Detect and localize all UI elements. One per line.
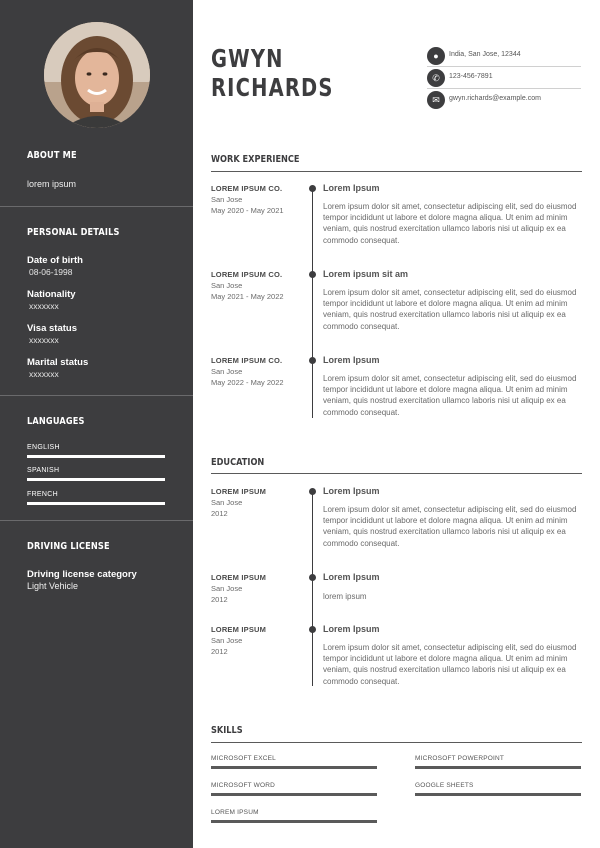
contact-email <box>427 89 581 111</box>
work-location: San Jose <box>211 195 243 204</box>
about-heading: ABOUT ME <box>27 150 77 161</box>
contact-address <box>427 45 581 67</box>
sidebar-divider <box>0 206 193 207</box>
education-description: Lorem ipsum dolor sit amet, consectetur adipiscing elit, sed do eiusmod tempor incididunt ut labore et dolore magna aliqua. Ut enim ad minim veniam, quis nostrud exercitation ullamco laboris nisi ut aliquip ex ea commodo consequat. <box>323 643 577 686</box>
work-dates: May 2022 - May 2022 <box>211 378 284 387</box>
work-location: San Jose <box>211 281 243 290</box>
nationality-value: xxxxxxx <box>29 301 59 311</box>
personal-details-heading: PERSONAL DETAILS <box>27 227 120 238</box>
work-timeline <box>312 188 313 418</box>
education-heading: EDUCATION <box>211 457 265 468</box>
education-school: LOREM IPSUM <box>211 573 267 582</box>
education-title: Lorem Ipsum <box>323 624 380 634</box>
marital-status-label: Marital status <box>27 357 89 368</box>
dob-value: 08-06-1998 <box>29 267 73 277</box>
visa-status-value: xxxxxxx <box>29 335 59 345</box>
education-timeline <box>312 490 313 686</box>
envelope-icon: ✉ <box>427 91 445 109</box>
contact-email-text: gwyn.richards@example.com <box>449 95 541 102</box>
education-school: LOREM IPSUM <box>211 487 267 496</box>
work-title: Lorem ipsum sit am <box>323 269 409 279</box>
work-description: Lorem ipsum dolor sit amet, consectetur adipiscing elit, sed do eiusmod tempor incididunt ut labore et dolore magna aliqua. Ut enim ad minim veniam, quis nostrud exercitation ullamco laboris nisi ut aliquip ex ea commodo consequat. <box>323 202 577 245</box>
language-french-bar <box>27 502 165 505</box>
marital-status-value: xxxxxxx <box>29 369 59 379</box>
education-location: San Jose <box>211 498 243 507</box>
education-description: Lorem ipsum dolor sit amet, consectetur adipiscing elit, sed do eiusmod tempor incididunt ut labore et dolore magna aliqua. Ut enim ad minim veniam, quis nostrud exercitation ullamco laboris nisi ut aliquip ex ea commodo consequat. <box>323 505 577 548</box>
work-dates: May 2021 - May 2022 <box>211 292 284 301</box>
timeline-dot <box>309 271 316 278</box>
skill-label: MICROSOFT EXCEL <box>211 755 277 762</box>
about-text: lorem ipsum <box>27 179 77 189</box>
work-experience-heading: WORK EXPERIENCE <box>211 154 300 165</box>
work-location: San Jose <box>211 367 243 376</box>
skill-label: LOREM IPSUM <box>211 809 259 816</box>
timeline-dot <box>309 574 316 581</box>
contact-phone <box>427 67 581 89</box>
nationality-label: Nationality <box>27 289 76 300</box>
skill-label: MICROSOFT WORD <box>211 782 276 789</box>
timeline-dot <box>309 626 316 633</box>
language-english-bar <box>27 455 165 458</box>
education-title: Lorem Ipsum <box>323 486 380 496</box>
sidebar-divider <box>0 520 193 521</box>
timeline-dot <box>309 488 316 495</box>
education-description: lorem ipsum <box>323 592 367 601</box>
work-org: LOREM IPSUM CO. <box>211 184 283 193</box>
sidebar <box>0 0 193 848</box>
education-year: 2012 <box>211 595 228 604</box>
visa-status-label: Visa status <box>27 323 77 334</box>
location-pin-icon: ● <box>427 47 445 65</box>
work-org: LOREM IPSUM CO. <box>211 356 283 365</box>
timeline-dot <box>309 185 316 192</box>
skill-bar <box>415 766 581 769</box>
work-description: Lorem ipsum dolor sit amet, consectetur adipiscing elit, sed do eiusmod tempor incididunt ut labore et dolore magna aliqua. Ut enim ad minim veniam, quis nostrud exercitation ullamco laboris nisi ut aliquip ex ea commodo consequat. <box>323 374 577 417</box>
driving-license-value: Light Vehicle <box>27 581 79 591</box>
section-divider <box>211 473 582 474</box>
skill-label: GOOGLE SHEETS <box>415 782 474 789</box>
person-photo-icon <box>44 22 150 128</box>
candidate-name <box>211 44 334 102</box>
language-spanish-bar <box>27 478 165 481</box>
driving-license-label: Driving license category <box>27 569 137 580</box>
language-english-label: ENGLISH <box>27 444 60 451</box>
skill-bar <box>211 793 377 796</box>
work-description: Lorem ipsum dolor sit amet, consectetur adipiscing elit, sed do eiusmod tempor incididunt ut labore et dolore magna aliqua. Ut enim ad minim veniam, quis nostrud exercitation ullamco laboris nisi ut aliquip ex ea commodo consequat. <box>323 288 577 331</box>
skill-bar <box>211 820 377 823</box>
phone-icon: ✆ <box>427 69 445 87</box>
contact-phone-text: 123-456-7891 <box>449 73 493 80</box>
education-location: San Jose <box>211 636 243 645</box>
sidebar-divider <box>0 395 193 396</box>
skills-heading: SKILLS <box>211 725 243 736</box>
first-name: GWYN <box>211 44 284 73</box>
languages-heading: LANGUAGES <box>27 416 85 427</box>
education-location: San Jose <box>211 584 243 593</box>
work-title: Lorem Ipsum <box>323 355 380 365</box>
skill-label: MICROSOFT POWERPOINT <box>415 755 505 762</box>
last-name: RICHARDS <box>211 73 334 102</box>
skill-bar <box>211 766 377 769</box>
timeline-dot <box>309 357 316 364</box>
dob-label: Date of birth <box>27 255 83 266</box>
skill-bar <box>415 793 581 796</box>
work-title: Lorem Ipsum <box>323 183 380 193</box>
education-year: 2012 <box>211 509 228 518</box>
education-title: Lorem Ipsum <box>323 572 380 582</box>
profile-photo <box>44 22 150 128</box>
section-divider <box>211 742 582 743</box>
work-dates: May 2020 - May 2021 <box>211 206 284 215</box>
work-org: LOREM IPSUM CO. <box>211 270 283 279</box>
section-divider <box>211 171 582 172</box>
driving-license-heading: DRIVING LICENSE <box>27 541 110 552</box>
language-french-label: FRENCH <box>27 491 58 498</box>
language-spanish-label: SPANISH <box>27 467 60 474</box>
contact-address-text: India, San Jose, 12344 <box>449 51 521 58</box>
education-school: LOREM IPSUM <box>211 625 267 634</box>
education-year: 2012 <box>211 647 228 656</box>
